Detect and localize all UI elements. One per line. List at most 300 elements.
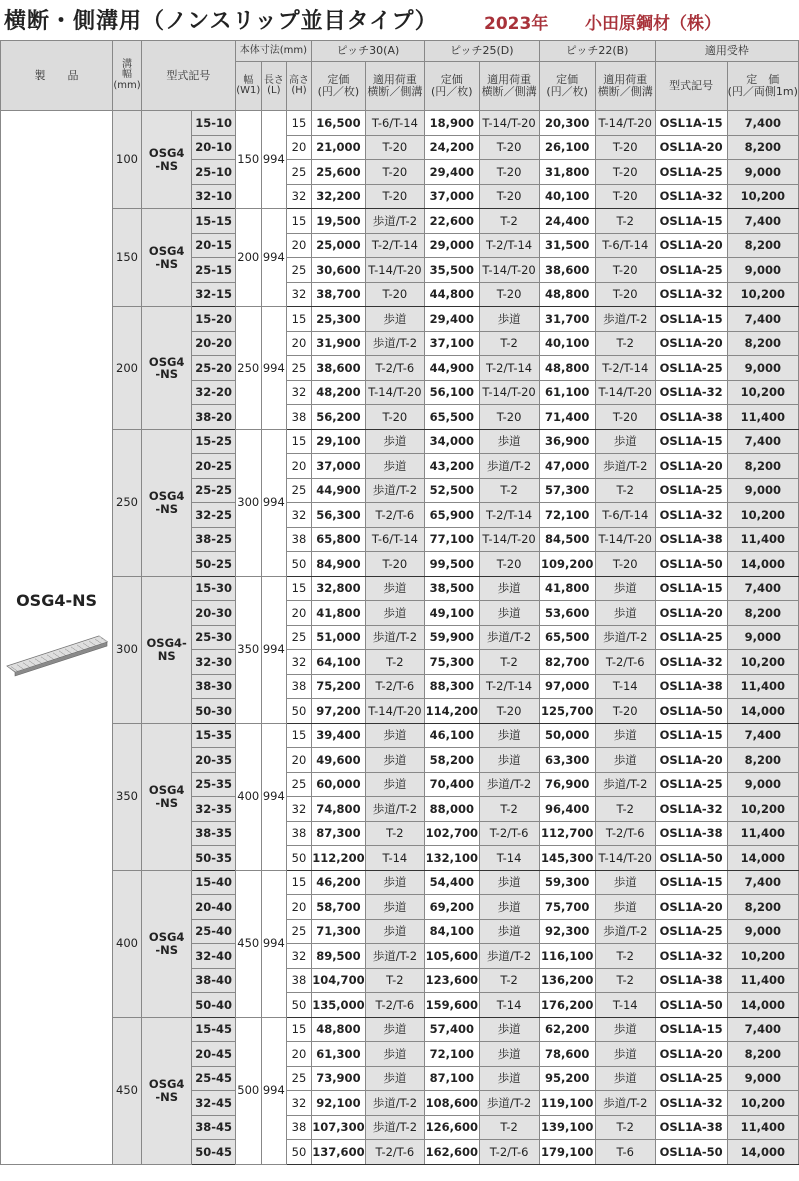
load-pitch25-cell: 歩道 <box>479 307 539 332</box>
receiver-type-cell: OSL1A-32 <box>655 944 727 969</box>
body-width-cell: 450 <box>235 870 261 1017</box>
body-width-cell: 300 <box>235 429 261 576</box>
load-pitch22-cell: T-2/T-14 <box>595 356 655 381</box>
load-pitch22-cell: T-20 <box>595 282 655 307</box>
body-width-cell: 500 <box>235 1017 261 1164</box>
height-cell: 15 <box>287 576 312 601</box>
price-pitch30-cell: 44,900 <box>311 478 365 503</box>
load-pitch25-cell: 歩道 <box>479 601 539 626</box>
body-width-cell: 350 <box>235 576 261 723</box>
price-pitch25-cell: 69,200 <box>424 895 479 920</box>
load-pitch30-cell: 歩道/T-2 <box>365 331 424 356</box>
body-width-cell: 400 <box>235 723 261 870</box>
type-code-cell: 50-45 <box>192 1140 235 1165</box>
receiver-price-cell: 9,000 <box>727 625 798 650</box>
price-pitch30-cell: 137,600 <box>311 1140 365 1165</box>
price-pitch30-cell: 37,000 <box>311 454 365 479</box>
load-pitch30-cell: 歩道 <box>365 1017 424 1042</box>
load-pitch30-cell: 歩道 <box>365 454 424 479</box>
load-pitch30-cell: 歩道/T-2 <box>365 209 424 234</box>
receiver-type-cell: OSL1A-15 <box>655 870 727 895</box>
price-pitch25-cell: 102,700 <box>424 821 479 846</box>
type-code-cell: 15-35 <box>192 723 235 748</box>
price-pitch25-cell: 37,000 <box>424 184 479 209</box>
height-cell: 15 <box>287 209 312 234</box>
height-cell: 25 <box>287 772 312 797</box>
receiver-price-cell: 10,200 <box>727 184 798 209</box>
body-length-cell: 994 <box>261 870 286 1017</box>
load-pitch30-cell: T-20 <box>365 405 424 430</box>
receiver-type-cell: OSL1A-20 <box>655 1042 727 1067</box>
col-product: 製 品 <box>1 41 113 111</box>
load-pitch25-cell: 歩道 <box>479 1066 539 1091</box>
height-cell: 25 <box>287 478 312 503</box>
receiver-price-cell: 8,200 <box>727 233 798 258</box>
load-pitch22-cell: 歩道 <box>595 429 655 454</box>
price-pitch25-cell: 72,100 <box>424 1042 479 1067</box>
type-code-cell: 50-35 <box>192 846 235 871</box>
receiver-price-cell: 14,000 <box>727 1140 798 1165</box>
product-cell <box>1 111 113 1165</box>
load-pitch30-cell: T-2 <box>365 821 424 846</box>
receiver-price-cell: 7,400 <box>727 209 798 234</box>
type-code-cell: 38-45 <box>192 1115 235 1140</box>
load-pitch25-cell: T-20 <box>479 135 539 160</box>
price-pitch25-cell: 126,600 <box>424 1115 479 1140</box>
type-code-cell: 38-25 <box>192 527 235 552</box>
table-row <box>1 870 799 895</box>
load-pitch25-cell: 歩道 <box>479 1042 539 1067</box>
price-pitch22-cell: 59,300 <box>539 870 595 895</box>
receiver-type-cell: OSL1A-15 <box>655 723 727 748</box>
receiver-price-cell: 7,400 <box>727 1017 798 1042</box>
load-pitch22-cell: 歩道/T-2 <box>595 1091 655 1116</box>
load-pitch22-cell: 歩道/T-2 <box>595 454 655 479</box>
load-pitch22-cell: T-14 <box>595 674 655 699</box>
grating-icon <box>5 622 109 682</box>
price-pitch22-cell: 71,400 <box>539 405 595 430</box>
type-code-cell: 25-45 <box>192 1066 235 1091</box>
load-pitch25-cell: 歩道/T-2 <box>479 944 539 969</box>
receiver-price-cell: 9,000 <box>727 258 798 283</box>
receiver-type-cell: OSL1A-32 <box>655 282 727 307</box>
height-cell: 38 <box>287 405 312 430</box>
price-pitch30-cell: 31,900 <box>311 331 365 356</box>
receiver-type-cell: OSL1A-50 <box>655 1140 727 1165</box>
load-pitch30-cell: T-2/T-6 <box>365 993 424 1018</box>
receiver-type-cell: OSL1A-38 <box>655 968 727 993</box>
price-pitch22-cell: 95,200 <box>539 1066 595 1091</box>
load-pitch25-cell: T-14/T-20 <box>479 111 539 136</box>
price-pitch25-cell: 162,600 <box>424 1140 479 1165</box>
type-name-cell: OSG4 -NS <box>141 723 192 870</box>
load-pitch22-cell: 歩道 <box>595 1017 655 1042</box>
load-pitch25-cell: 歩道 <box>479 919 539 944</box>
type-name-cell: OSG4 -NS <box>141 111 192 209</box>
receiver-price-cell: 10,200 <box>727 503 798 528</box>
type-code-cell: 32-20 <box>192 380 235 405</box>
price-pitch30-cell: 84,900 <box>311 552 365 577</box>
type-code-cell: 38-35 <box>192 821 235 846</box>
receiver-type-cell: OSL1A-32 <box>655 1091 727 1116</box>
load-pitch22-cell: T-20 <box>595 552 655 577</box>
table-row <box>1 209 799 234</box>
price-pitch25-cell: 29,400 <box>424 307 479 332</box>
height-cell: 50 <box>287 552 312 577</box>
load-pitch25-cell: T-20 <box>479 160 539 185</box>
price-pitch22-cell: 116,100 <box>539 944 595 969</box>
height-cell: 38 <box>287 674 312 699</box>
receiver-price-cell: 10,200 <box>727 797 798 822</box>
load-pitch30-cell: T-2/T-6 <box>365 1140 424 1165</box>
load-pitch25-cell: 歩道/T-2 <box>479 454 539 479</box>
col-height: 高さ (H) <box>287 62 312 111</box>
height-cell: 32 <box>287 797 312 822</box>
price-pitch25-cell: 65,500 <box>424 405 479 430</box>
receiver-type-cell: OSL1A-25 <box>655 1066 727 1091</box>
price-pitch30-cell: 19,500 <box>311 209 365 234</box>
load-pitch25-cell: T-20 <box>479 184 539 209</box>
load-pitch22-cell: T-2 <box>595 478 655 503</box>
height-cell: 20 <box>287 895 312 920</box>
receiver-type-cell: OSL1A-50 <box>655 846 727 871</box>
price-pitch30-cell: 39,400 <box>311 723 365 748</box>
receiver-type-cell: OSL1A-38 <box>655 1115 727 1140</box>
receiver-type-cell: OSL1A-32 <box>655 650 727 675</box>
load-pitch22-cell: T-20 <box>595 699 655 724</box>
table-row <box>1 429 799 454</box>
load-pitch22-cell: T-14/T-20 <box>595 527 655 552</box>
height-cell: 25 <box>287 356 312 381</box>
receiver-price-cell: 8,200 <box>727 454 798 479</box>
height-cell: 32 <box>287 944 312 969</box>
price-pitch30-cell: 21,000 <box>311 135 365 160</box>
receiver-type-cell: OSL1A-25 <box>655 772 727 797</box>
type-code-cell: 25-25 <box>192 478 235 503</box>
price-pitch25-cell: 43,200 <box>424 454 479 479</box>
receiver-type-cell: OSL1A-20 <box>655 748 727 773</box>
price-pitch30-cell: 49,600 <box>311 748 365 773</box>
col-pitch22: ピッチ22(B) <box>539 41 655 62</box>
load-pitch22-cell: 歩道/T-2 <box>595 625 655 650</box>
type-code-cell: 20-15 <box>192 233 235 258</box>
price-pitch22-cell: 72,100 <box>539 503 595 528</box>
height-cell: 38 <box>287 527 312 552</box>
load-pitch22-cell: T-20 <box>595 160 655 185</box>
load-pitch25-cell: 歩道/T-2 <box>479 1091 539 1116</box>
height-cell: 20 <box>287 454 312 479</box>
type-code-cell: 38-40 <box>192 968 235 993</box>
load-pitch30-cell: T-14/T-20 <box>365 258 424 283</box>
price-pitch25-cell: 56,100 <box>424 380 479 405</box>
price-pitch30-cell: 51,000 <box>311 625 365 650</box>
type-code-cell: 15-30 <box>192 576 235 601</box>
price-pitch30-cell: 92,100 <box>311 1091 365 1116</box>
height-cell: 20 <box>287 331 312 356</box>
load-pitch25-cell: T-14 <box>479 993 539 1018</box>
price-pitch25-cell: 108,600 <box>424 1091 479 1116</box>
price-pitch30-cell: 38,700 <box>311 282 365 307</box>
price-pitch30-cell: 16,500 <box>311 111 365 136</box>
price-pitch25-cell: 57,400 <box>424 1017 479 1042</box>
price-pitch25-cell: 159,600 <box>424 993 479 1018</box>
type-code-cell: 32-15 <box>192 282 235 307</box>
load-pitch30-cell: T-2/T-6 <box>365 674 424 699</box>
receiver-price-cell: 10,200 <box>727 944 798 969</box>
load-pitch22-cell: T-14/T-20 <box>595 111 655 136</box>
load-pitch25-cell: T-20 <box>479 552 539 577</box>
price-pitch30-cell: 74,800 <box>311 797 365 822</box>
spec-table-wrap <box>0 40 799 1165</box>
height-cell: 15 <box>287 307 312 332</box>
price-pitch22-cell: 97,000 <box>539 674 595 699</box>
load-pitch22-cell: T-2 <box>595 968 655 993</box>
channel-width-cell: 350 <box>113 723 142 870</box>
type-code-cell: 15-40 <box>192 870 235 895</box>
receiver-price-cell: 7,400 <box>727 870 798 895</box>
height-cell: 32 <box>287 184 312 209</box>
price-pitch22-cell: 47,000 <box>539 454 595 479</box>
price-pitch22-cell: 26,100 <box>539 135 595 160</box>
receiver-price-cell: 11,400 <box>727 674 798 699</box>
receiver-price-cell: 11,400 <box>727 405 798 430</box>
body-length-cell: 994 <box>261 1017 286 1164</box>
type-code-cell: 32-35 <box>192 797 235 822</box>
price-pitch30-cell: 89,500 <box>311 944 365 969</box>
height-cell: 15 <box>287 1017 312 1042</box>
height-cell: 25 <box>287 258 312 283</box>
price-pitch30-cell: 61,300 <box>311 1042 365 1067</box>
load-pitch30-cell: 歩道 <box>365 1066 424 1091</box>
type-code-cell: 50-25 <box>192 552 235 577</box>
price-pitch22-cell: 62,200 <box>539 1017 595 1042</box>
load-pitch22-cell: 歩道/T-2 <box>595 919 655 944</box>
price-pitch22-cell: 31,800 <box>539 160 595 185</box>
load-pitch22-cell: 歩道 <box>595 1066 655 1091</box>
body-length-cell: 994 <box>261 723 286 870</box>
type-code-cell: 20-25 <box>192 454 235 479</box>
receiver-type-cell: OSL1A-50 <box>655 552 727 577</box>
load-pitch22-cell: 歩道/T-2 <box>595 772 655 797</box>
height-cell: 38 <box>287 821 312 846</box>
price-pitch25-cell: 35,500 <box>424 258 479 283</box>
load-pitch30-cell: 歩道/T-2 <box>365 797 424 822</box>
price-pitch30-cell: 75,200 <box>311 674 365 699</box>
load-pitch30-cell: 歩道 <box>365 1042 424 1067</box>
load-pitch25-cell: T-2 <box>479 1115 539 1140</box>
receiver-type-cell: OSL1A-38 <box>655 527 727 552</box>
load-pitch25-cell: 歩道 <box>479 723 539 748</box>
load-pitch22-cell: T-6/T-14 <box>595 503 655 528</box>
load-pitch22-cell: T-20 <box>595 405 655 430</box>
col-load-30: 適用荷重 横断／側溝 <box>365 62 424 111</box>
type-code-cell: 15-45 <box>192 1017 235 1042</box>
load-pitch25-cell: 歩道 <box>479 576 539 601</box>
price-pitch22-cell: 38,600 <box>539 258 595 283</box>
receiver-price-cell: 11,400 <box>727 968 798 993</box>
price-pitch30-cell: 56,300 <box>311 503 365 528</box>
price-pitch30-cell: 64,100 <box>311 650 365 675</box>
sheet-title: 横断・側溝用（ノンスリップ並目タイプ） <box>4 9 438 34</box>
load-pitch25-cell: 歩道 <box>479 1017 539 1042</box>
spec-table <box>0 40 799 1165</box>
price-pitch22-cell: 31,700 <box>539 307 595 332</box>
type-code-cell: 15-10 <box>192 111 235 136</box>
price-pitch25-cell: 46,100 <box>424 723 479 748</box>
load-pitch25-cell: T-20 <box>479 699 539 724</box>
load-pitch30-cell: 歩道/T-2 <box>365 1115 424 1140</box>
col-receiver: 適用受枠 <box>655 41 798 62</box>
height-cell: 25 <box>287 160 312 185</box>
price-pitch25-cell: 114,200 <box>424 699 479 724</box>
price-pitch25-cell: 105,600 <box>424 944 479 969</box>
type-code-cell: 25-40 <box>192 919 235 944</box>
load-pitch22-cell: 歩道 <box>595 601 655 626</box>
price-pitch25-cell: 54,400 <box>424 870 479 895</box>
receiver-price-cell: 8,200 <box>727 331 798 356</box>
load-pitch30-cell: T-2 <box>365 968 424 993</box>
receiver-type-cell: OSL1A-25 <box>655 160 727 185</box>
load-pitch25-cell: T-2 <box>479 968 539 993</box>
load-pitch25-cell: T-14/T-20 <box>479 258 539 283</box>
load-pitch22-cell: T-14/T-20 <box>595 380 655 405</box>
price-pitch22-cell: 40,100 <box>539 331 595 356</box>
price-pitch25-cell: 77,100 <box>424 527 479 552</box>
load-pitch30-cell: 歩道/T-2 <box>365 478 424 503</box>
col-price-22: 定価 (円／枚) <box>539 62 595 111</box>
type-code-cell: 20-10 <box>192 135 235 160</box>
height-cell: 50 <box>287 699 312 724</box>
load-pitch30-cell: 歩道 <box>365 429 424 454</box>
load-pitch30-cell: T-20 <box>365 135 424 160</box>
load-pitch25-cell: T-2 <box>479 650 539 675</box>
load-pitch30-cell: T-2 <box>365 650 424 675</box>
height-cell: 20 <box>287 1042 312 1067</box>
receiver-type-cell: OSL1A-20 <box>655 135 727 160</box>
type-code-cell: 50-30 <box>192 699 235 724</box>
receiver-price-cell: 10,200 <box>727 1091 798 1116</box>
load-pitch25-cell: T-2/T-14 <box>479 233 539 258</box>
channel-width-cell: 250 <box>113 429 142 576</box>
receiver-price-cell: 8,200 <box>727 1042 798 1067</box>
table-row <box>1 576 799 601</box>
channel-width-cell: 150 <box>113 209 142 307</box>
body-length-cell: 994 <box>261 429 286 576</box>
load-pitch22-cell: 歩道 <box>595 870 655 895</box>
load-pitch25-cell: T-2 <box>479 478 539 503</box>
load-pitch30-cell: 歩道 <box>365 307 424 332</box>
receiver-type-cell: OSL1A-25 <box>655 356 727 381</box>
load-pitch22-cell: T-2 <box>595 797 655 822</box>
price-pitch30-cell: 38,600 <box>311 356 365 381</box>
price-pitch22-cell: 96,400 <box>539 797 595 822</box>
load-pitch22-cell: T-14/T-20 <box>595 846 655 871</box>
type-code-cell: 32-45 <box>192 1091 235 1116</box>
receiver-price-cell: 14,000 <box>727 699 798 724</box>
load-pitch30-cell: T-20 <box>365 282 424 307</box>
load-pitch25-cell: T-2/T-14 <box>479 674 539 699</box>
sheet-header <box>0 0 799 40</box>
load-pitch25-cell: T-2 <box>479 331 539 356</box>
load-pitch25-cell: T-20 <box>479 405 539 430</box>
receiver-price-cell: 7,400 <box>727 429 798 454</box>
receiver-type-cell: OSL1A-20 <box>655 233 727 258</box>
price-pitch25-cell: 65,900 <box>424 503 479 528</box>
height-cell: 32 <box>287 380 312 405</box>
type-code-cell: 20-20 <box>192 331 235 356</box>
receiver-type-cell: OSL1A-25 <box>655 625 727 650</box>
table-row <box>1 723 799 748</box>
load-pitch30-cell: T-20 <box>365 552 424 577</box>
receiver-type-cell: OSL1A-15 <box>655 1017 727 1042</box>
type-code-cell: 25-20 <box>192 356 235 381</box>
price-pitch25-cell: 29,400 <box>424 160 479 185</box>
load-pitch30-cell: 歩道 <box>365 576 424 601</box>
load-pitch30-cell: 歩道/T-2 <box>365 944 424 969</box>
price-pitch30-cell: 41,800 <box>311 601 365 626</box>
type-code-cell: 15-20 <box>192 307 235 332</box>
price-pitch22-cell: 24,400 <box>539 209 595 234</box>
receiver-price-cell: 7,400 <box>727 576 798 601</box>
col-length: 長さ (L) <box>261 62 286 111</box>
price-pitch22-cell: 48,800 <box>539 356 595 381</box>
type-code-cell: 25-35 <box>192 772 235 797</box>
height-cell: 15 <box>287 429 312 454</box>
load-pitch30-cell: T-14/T-20 <box>365 380 424 405</box>
load-pitch30-cell: 歩道 <box>365 723 424 748</box>
table-row <box>1 307 799 332</box>
load-pitch25-cell: T-2/T-6 <box>479 821 539 846</box>
load-pitch25-cell: T-2/T-14 <box>479 503 539 528</box>
price-pitch30-cell: 30,600 <box>311 258 365 283</box>
type-code-cell: 32-10 <box>192 184 235 209</box>
height-cell: 15 <box>287 870 312 895</box>
body-width-cell: 250 <box>235 307 261 430</box>
price-pitch25-cell: 24,200 <box>424 135 479 160</box>
load-pitch25-cell: 歩道 <box>479 429 539 454</box>
load-pitch22-cell: T-2/T-6 <box>595 821 655 846</box>
price-pitch25-cell: 123,600 <box>424 968 479 993</box>
receiver-type-cell: OSL1A-15 <box>655 576 727 601</box>
price-pitch25-cell: 87,100 <box>424 1066 479 1091</box>
price-pitch22-cell: 176,200 <box>539 993 595 1018</box>
load-pitch25-cell: T-2 <box>479 797 539 822</box>
receiver-price-cell: 8,200 <box>727 601 798 626</box>
col-receiver-type: 型式記号 <box>655 62 727 111</box>
type-code-cell: 20-45 <box>192 1042 235 1067</box>
price-pitch30-cell: 107,300 <box>311 1115 365 1140</box>
type-code-cell: 32-30 <box>192 650 235 675</box>
load-pitch22-cell: 歩道 <box>595 1042 655 1067</box>
height-cell: 20 <box>287 233 312 258</box>
price-pitch25-cell: 18,900 <box>424 111 479 136</box>
type-code-cell: 38-30 <box>192 674 235 699</box>
price-pitch25-cell: 58,200 <box>424 748 479 773</box>
load-pitch22-cell: T-2 <box>595 944 655 969</box>
receiver-price-cell: 10,200 <box>727 282 798 307</box>
price-pitch25-cell: 88,000 <box>424 797 479 822</box>
year-label: 2023年 <box>484 14 549 34</box>
body-length-cell: 994 <box>261 209 286 307</box>
receiver-type-cell: OSL1A-32 <box>655 184 727 209</box>
load-pitch22-cell: 歩道 <box>595 895 655 920</box>
receiver-type-cell: OSL1A-15 <box>655 429 727 454</box>
price-pitch22-cell: 41,800 <box>539 576 595 601</box>
price-pitch30-cell: 25,000 <box>311 233 365 258</box>
load-pitch22-cell: 歩道 <box>595 748 655 773</box>
height-cell: 38 <box>287 1115 312 1140</box>
price-pitch22-cell: 40,100 <box>539 184 595 209</box>
